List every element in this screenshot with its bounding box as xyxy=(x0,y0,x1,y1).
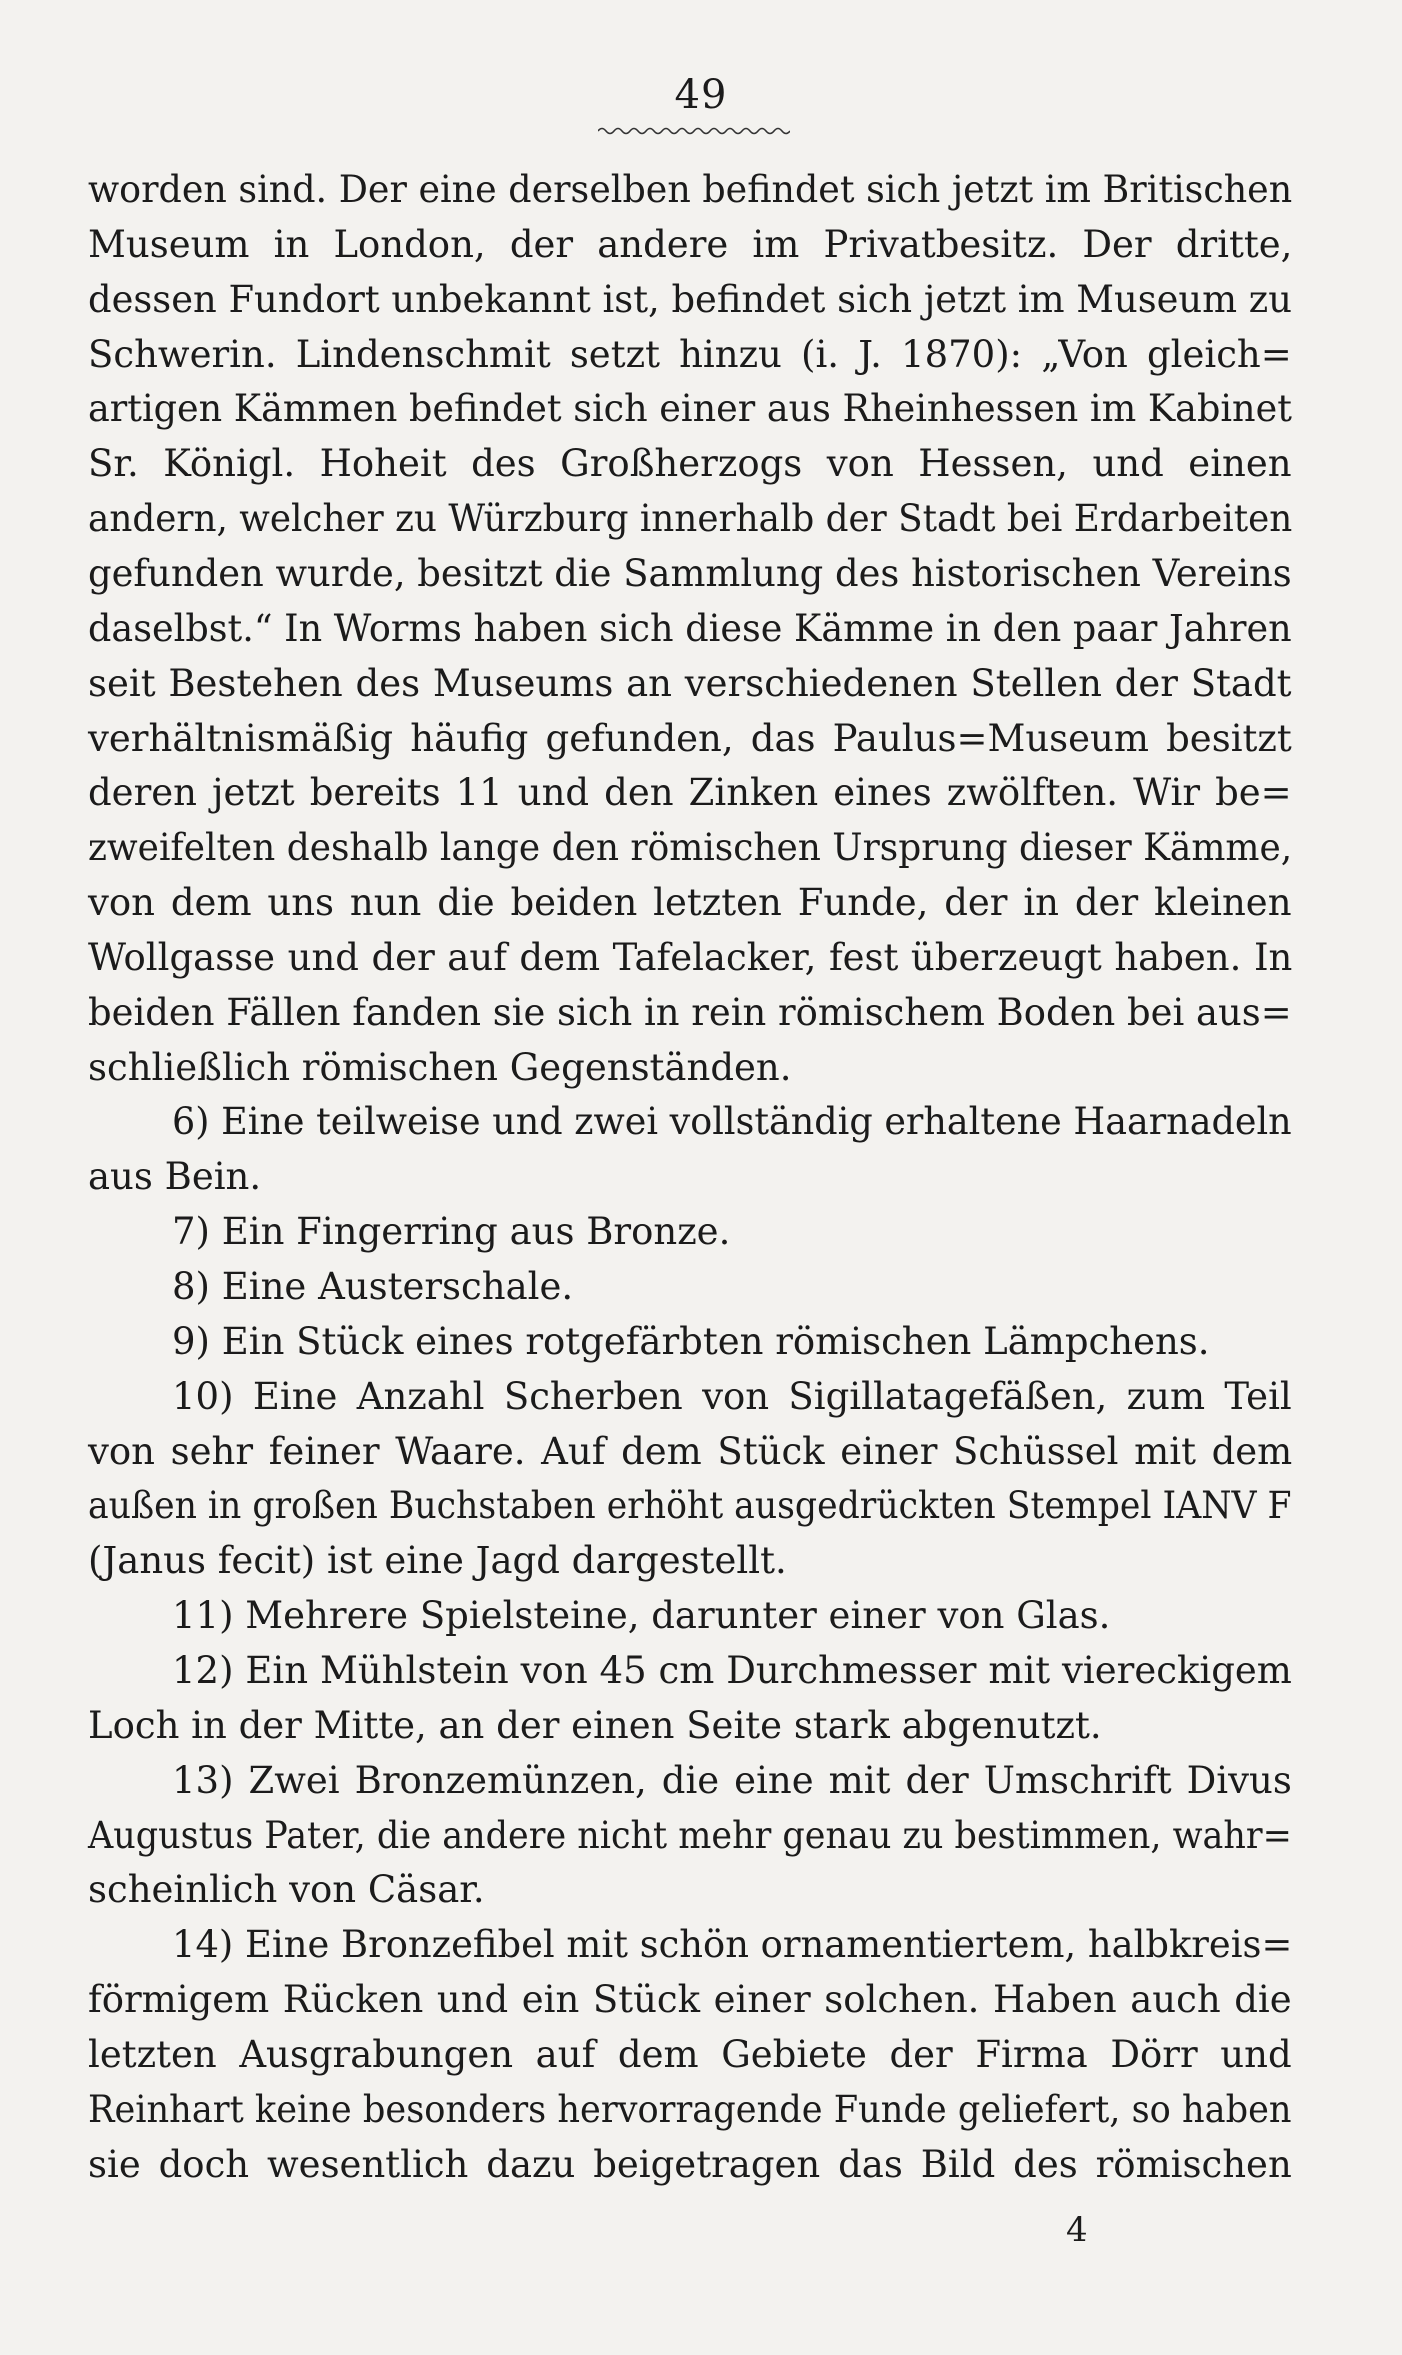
text-line: scheinlich von Cäsar. xyxy=(88,1868,485,1912)
text-line: verhältnismäßig häufig gefunden, das Paulus=Museum besitzt xyxy=(88,716,1292,760)
text-line: deren jetzt bereits 11 und den Zinken eines zwölften. Wir be= xyxy=(88,771,1292,815)
text-line: schließlich römischen Gegenständen. xyxy=(88,1045,792,1089)
page-number: 49 xyxy=(674,72,728,118)
text-line: 7) Ein Fingerring aus Bronze. xyxy=(172,1210,731,1254)
text-line: letzten Ausgrabungen auf dem Gebiete der Firma Dörr und xyxy=(88,2032,1292,2076)
text-line: 6) Eine teilweise und zwei vollständig erhaltene Haarnadeln xyxy=(172,1100,1292,1144)
text-line: 8) Eine Austerschale. xyxy=(172,1265,574,1308)
text-line: Loch in der Mitte, an der einen Seite stark abgenutzt. xyxy=(88,1703,1102,1747)
wavy-rule-ornament xyxy=(598,126,790,136)
text-line: seit Bestehen des Museums an verschiedenen Stellen der Stadt xyxy=(88,661,1292,705)
text-line: von sehr feiner Waare. Auf dem Stück einer Schüssel mit dem xyxy=(88,1429,1293,1473)
text-line: andern, welcher zu Würzburg innerhalb der Stadt bei Erdarbeiten xyxy=(88,497,1293,541)
text-line: daselbst.“ In Worms haben sich diese Kämme in den paar Jahren xyxy=(88,606,1292,650)
text-line: Museum in London, der andere im Privatbesitz. Der dritte, xyxy=(88,222,1293,266)
text-line: gefunden wurde, besitzt die Sammlung des historischen Vereins xyxy=(88,551,1292,595)
text-line: 13) Zwei Bronzemünzen, die eine mit der Umschrift Divus xyxy=(172,1758,1292,1802)
text-line: sie doch wesentlich dazu beigetragen das Bild des römischen xyxy=(88,2142,1292,2186)
text-line: worden sind. Der eine derselben befindet sich jetzt im Britischen xyxy=(88,168,1293,211)
text-line: 12) Ein Mühlstein von 45 cm Durchmesser mit viereckigem xyxy=(172,1648,1292,1692)
text-line: 9) Ein Stück eines rotgefärbten römischen Lämpchens. xyxy=(172,1319,1210,1363)
text-line: beiden Fällen fanden sie sich in rein römischem Boden bei aus= xyxy=(88,990,1292,1034)
signature-mark: 4 xyxy=(1066,2210,1088,2250)
text-line: zweifelten deshalb lange den römischen Ursprung dieser Kämme, xyxy=(88,826,1293,870)
text-line: Sr. Königl. Hoheit des Großherzogs von Hessen, und einen xyxy=(88,442,1292,486)
text-line: außen in großen Buchstaben erhöht ausgedrückten Stempel IANV F xyxy=(88,1484,1292,1528)
text-line: förmigem Rücken und ein Stück einer solchen. Haben auch die xyxy=(88,1978,1292,2022)
text-line: Schwerin. Lindenschmit setzt hinzu (i. J. 1870): „Von gleich= xyxy=(88,332,1292,376)
text-line: dessen Fundort unbekannt ist, befindet sich jetzt im Museum zu xyxy=(88,277,1292,321)
text-line: (Janus fecit) ist eine Jagd dargestellt. xyxy=(88,1539,787,1583)
text-line: artigen Kämmen befindet sich einer aus Rheinhessen im Kabinet xyxy=(88,387,1292,431)
text-line: aus Bein. xyxy=(88,1155,262,1199)
text-line: von dem uns nun die beiden letzten Funde, der in der kleinen xyxy=(88,881,1292,925)
text-line: 10) Eine Anzahl Scherben von Sigillatagefäßen, zum Teil xyxy=(172,1374,1292,1418)
text-line: Augustus Pater, die andere nicht mehr genau zu bestimmen, wahr= xyxy=(88,1813,1292,1857)
text-line: Reinhart keine besonders hervorragende Funde geliefert, so haben xyxy=(88,2087,1292,2131)
text-line: 11) Mehrere Spielsteine, darunter einer von Glas. xyxy=(172,1594,1111,1638)
text-line: 14) Eine Bronzefibel mit schön ornamentiertem, halbkreis= xyxy=(172,1923,1293,1967)
text-line: Wollgasse und der auf dem Tafelacker, fest überzeugt haben. In xyxy=(88,935,1293,979)
